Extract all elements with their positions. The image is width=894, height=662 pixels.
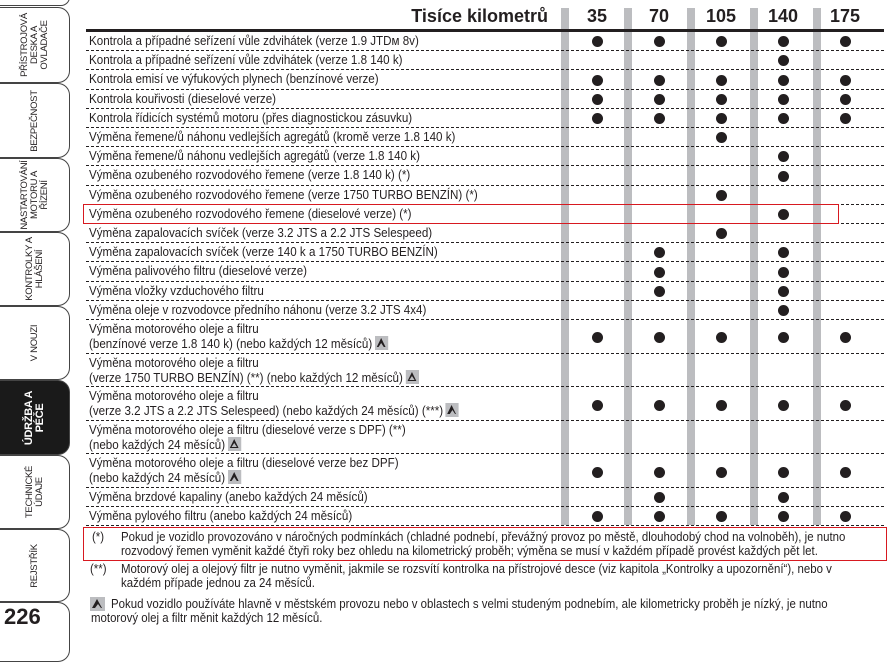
highlight-box-row xyxy=(83,204,839,224)
row-label-text: Kontrola a případné seřízení vůle zdvihátek (verze 1.9 JTDм 8v) xyxy=(89,33,419,48)
row-label xyxy=(89,71,379,86)
tab-udrzba-a-pece[interactable] xyxy=(0,380,70,455)
tab-label: TECHNICKÉ ÚDAJE xyxy=(23,465,45,519)
warning-triangle-icon xyxy=(228,470,241,484)
footnote-marker: (**) xyxy=(90,561,107,576)
footnote-text-line: Motorový olej a olejový filtr je nutno vyměnit, jakmile se rozsvítí kontrolka na přístrojové desce (viz kapitola „Kontrolky a upozornění“), nebo v xyxy=(121,561,832,576)
table-row xyxy=(86,488,884,507)
service-dot-70 xyxy=(654,467,665,478)
service-dot-35 xyxy=(592,75,603,86)
row-label-text: Výměna zapalovacích svíček (verze 3.2 JTS a 2.2 JTS Selespeed) xyxy=(89,225,433,240)
service-dot-140 xyxy=(778,286,789,297)
tab-label: NASTARTOVÁNÍ MOTORU A ŘÍZENÍ xyxy=(18,160,50,230)
column-header-35: 35 xyxy=(586,6,608,26)
table-row xyxy=(86,186,884,205)
row-label xyxy=(89,91,276,106)
service-dot-105 xyxy=(716,94,727,105)
row-label xyxy=(89,302,426,317)
table-row xyxy=(86,320,884,354)
row-label-text: Kontrola kouřivosti (dieselové verze) xyxy=(89,90,277,106)
tab-v-nouzi[interactable] xyxy=(0,306,70,380)
table-row xyxy=(86,51,884,70)
warning-triangle-icon xyxy=(406,370,419,384)
row-label xyxy=(89,225,432,240)
service-dot-140 xyxy=(778,267,789,278)
row-label-text: Výměna vložky vzduchového filtru xyxy=(89,282,264,298)
row-label xyxy=(89,52,403,67)
footnote-text-line: Pokud je vozidlo provozováno v náročných podmínkách (chladné podnebí, převážný provoz po městě, dlouhodobý chod na volnoběh), je nutno xyxy=(121,529,846,544)
row-label xyxy=(89,422,406,452)
row-label xyxy=(89,489,368,504)
row-label xyxy=(89,110,412,125)
service-dot-140 xyxy=(778,171,789,182)
column-header-175: 175 xyxy=(829,6,861,26)
row-label xyxy=(89,508,352,523)
service-dot-35 xyxy=(592,94,603,105)
service-dot-140 xyxy=(778,467,789,478)
row-label xyxy=(89,388,459,418)
table-row xyxy=(86,507,884,526)
row-label-text: Výměna motorového oleje a filtru (verze 1750 TURBO BENZÍN) (**) (nebo každých 12 měsíců) xyxy=(89,354,403,385)
tab-bezpecnost[interactable] xyxy=(0,83,70,158)
service-dot-70 xyxy=(654,113,665,124)
table-row xyxy=(86,301,884,320)
footnote-text-line: Pokud vozidlo používáte hlavně v městském provozu nebo v oblastech s velmi studeným podnebím, ale kilometricky proběh je nízký, je nutno xyxy=(111,596,828,611)
service-dot-140 xyxy=(778,305,789,316)
tab-pristrojova-deska-a-ovladace[interactable] xyxy=(0,7,70,83)
service-dot-70 xyxy=(654,267,665,278)
service-dot-35 xyxy=(592,467,603,478)
row-label xyxy=(89,355,419,385)
table-row xyxy=(86,262,884,281)
row-label-text: Výměna motorového oleje a filtru (verze 3.2 JTS a 2.2 JTS Selespeed) (nebo každých 24 měsíců) (***) xyxy=(89,388,444,419)
service-dot-35 xyxy=(592,113,603,124)
row-label xyxy=(89,167,410,182)
service-dot-175 xyxy=(840,400,851,411)
table-row xyxy=(86,166,884,185)
footnote-text-line: každém případe jednou za 24 měsíců. xyxy=(121,575,315,590)
table-row xyxy=(86,70,884,89)
table-row xyxy=(86,147,884,166)
row-label xyxy=(89,148,420,163)
service-dot-140 xyxy=(778,75,789,86)
row-label-text: Kontrola a případné seřízení vůle zdvihátek (verze 1.8 140 k) xyxy=(89,52,403,68)
column-header-140: 140 xyxy=(767,6,799,26)
table-header-title: Tisíce kilometrů xyxy=(411,6,548,26)
service-dot-140 xyxy=(778,113,789,124)
table-row xyxy=(86,282,884,301)
row-label-text: Výměna palivového filtru (dieselové verze) xyxy=(89,263,308,279)
row-label-text: Kontrola řídicích systémů motoru (přes diagnostickou zásuvku) xyxy=(89,109,413,125)
table-row xyxy=(86,354,884,388)
tab-label: KONTROLKY A HLÁŠENÍ xyxy=(23,237,45,301)
row-label-text: Výměna motorového oleje a filtru (benzínové verze 1.8 140 k) (nebo každých 12 měsíců) xyxy=(89,321,373,351)
service-dot-70 xyxy=(654,75,665,86)
service-dot-105 xyxy=(716,467,727,478)
row-label-text: Kontrola emisí ve výfukových plynech (benzínové verze) xyxy=(89,71,379,87)
row-label-text: Výměna motorového oleje a filtru (dieselové verze bez DPF) (nebo každých 24 měsíců) xyxy=(89,455,399,486)
service-dot-70 xyxy=(654,400,665,411)
column-header-70: 70 xyxy=(648,6,670,26)
service-dot-35 xyxy=(592,400,603,411)
row-label xyxy=(89,455,399,485)
row-label xyxy=(89,283,264,298)
row-label-text: Výměna motorového oleje a filtru (dieselové verze s DPF) (**) (nebo každých 24 měsíců) xyxy=(89,421,406,452)
row-label-text: Výměna zapalovacích svíček (verze 140 k a 1750 TURBO BENZÍN) xyxy=(89,244,438,260)
service-dot-105 xyxy=(716,400,727,411)
tab-label: V NOUZI xyxy=(28,324,40,362)
row-label-text: Výměna řemene/ů náhonu vedlejších agregátů (kromě verze 1.8 140 k) xyxy=(89,129,456,144)
row-label xyxy=(89,321,388,351)
footnote-text-line: rozvodový řemen vyměnit každé čtyři roky bez ohledu na kilometrický proběh; výměna se musí v každém případě provést každých pět let. xyxy=(121,543,818,558)
row-label-text: Výměna ozubeného rozvodového řemene (verze 1.8 140 k) (*) xyxy=(89,167,411,183)
warning-triangle-icon xyxy=(228,437,241,451)
warning-triangle-icon xyxy=(375,336,388,350)
tab-technicke-udaje[interactable] xyxy=(0,455,70,529)
service-dot-175 xyxy=(840,113,851,124)
row-label xyxy=(89,33,419,48)
row-label-text: Výměna oleje v rozvodovce předního náhonu (verze 3.2 JTS 4x4) xyxy=(89,301,427,317)
tab-label: ÚDRŽBA A PÉČE xyxy=(22,390,46,445)
table-row xyxy=(86,90,884,109)
service-dot-175 xyxy=(840,467,851,478)
service-dot-70 xyxy=(654,94,665,105)
tab-nastartovani-motoru[interactable] xyxy=(0,158,70,232)
service-dot-140 xyxy=(778,400,789,411)
row-label-text: Výměna ozubeného rozvodového řemene (dieselové verze) (*) xyxy=(89,205,412,221)
tab-kontrolky-a-hlaseni[interactable] xyxy=(0,232,70,306)
tab-label: REJSTŘÍK xyxy=(28,543,40,588)
footnote-text-line: motorový olej a filtr měnit každých 12 měsíců. xyxy=(91,610,323,625)
table-row xyxy=(86,421,884,455)
row-label xyxy=(89,129,455,144)
tab-label: BEZPEČNOST xyxy=(28,89,40,152)
table-row xyxy=(86,128,884,147)
table-row xyxy=(86,387,884,421)
row-label-text: Výměna ozubeného rozvodového řemene (verze 1750 TURBO BENZÍN) (*) xyxy=(89,186,478,202)
column-header-105: 105 xyxy=(705,6,737,26)
tab-label: PŘÍSTROJOVÁ DESKA A OVLADAČE xyxy=(18,13,50,77)
table-row xyxy=(86,454,884,488)
chapter-sidebar xyxy=(0,0,72,645)
table-row xyxy=(86,32,884,51)
service-dot-175 xyxy=(840,94,851,105)
service-dot-105 xyxy=(716,75,727,86)
row-label xyxy=(89,263,307,278)
service-dot-70 xyxy=(654,286,665,297)
table-row xyxy=(86,224,884,243)
row-label xyxy=(89,244,438,259)
table-row xyxy=(86,109,884,128)
tab-pristrojova-deska[interactable] xyxy=(0,0,70,6)
warning-triangle-icon xyxy=(90,597,105,611)
service-dot-140 xyxy=(778,94,789,105)
tab-rejstrik[interactable] xyxy=(0,529,70,602)
footnote-marker: (*) xyxy=(92,529,105,544)
row-label xyxy=(89,187,478,202)
row-label-text: Výměna pylového filtru (anebo každých 24 měsíců) xyxy=(89,508,353,524)
table-row xyxy=(86,243,884,262)
page-number: 226 xyxy=(4,604,41,629)
row-label-text: Výměna řemene/ů náhonu vedlejších agregátů (verze 1.8 140 k) xyxy=(89,148,420,164)
row-label-text: Výměna brzdové kapaliny (anebo každých 24 měsíců) xyxy=(89,489,368,504)
warning-triangle-icon xyxy=(446,403,459,417)
service-dot-105 xyxy=(716,113,727,124)
service-dot-175 xyxy=(840,75,851,86)
service-dot-105 xyxy=(716,190,727,201)
